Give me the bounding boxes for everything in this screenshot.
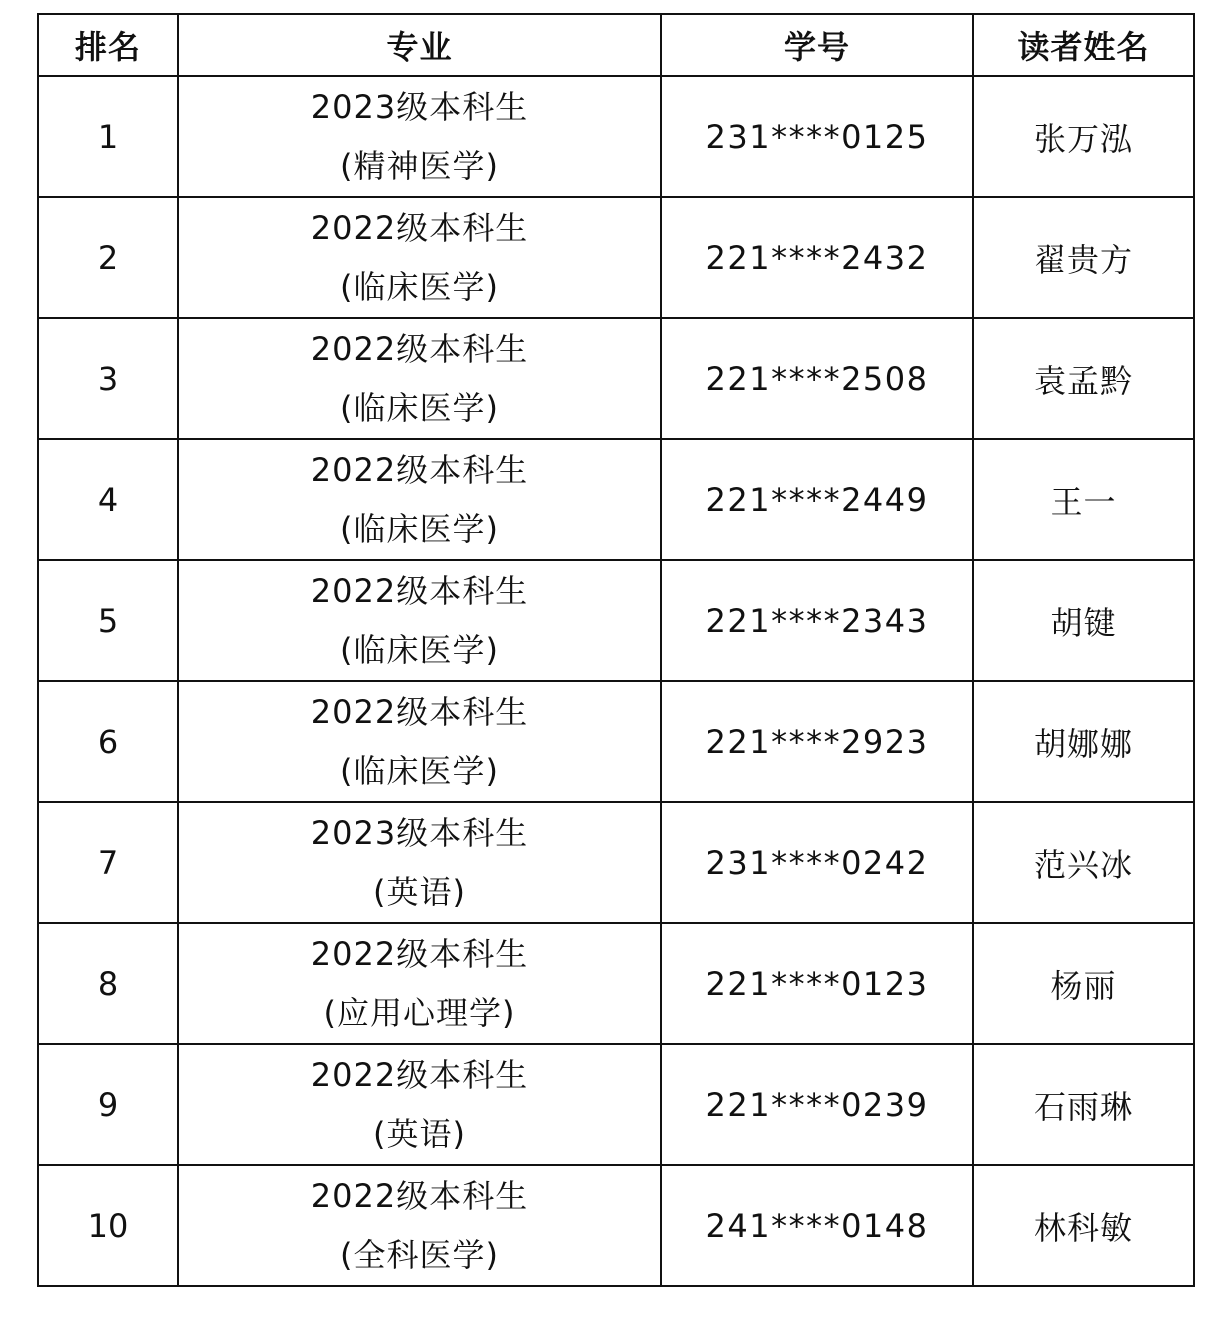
major-cell	[178, 560, 661, 681]
header-rank: 排名	[38, 14, 178, 76]
table-row	[38, 923, 1194, 1044]
major-subject: (应用心理学)	[323, 993, 516, 1032]
major-cell	[178, 197, 661, 318]
student-id-cell: 221****2923	[661, 681, 973, 802]
student-id-cell: 241****0148	[661, 1165, 973, 1286]
major-cell	[178, 681, 661, 802]
table-row	[38, 802, 1194, 923]
reader-name-cell: 胡娜娜	[973, 681, 1194, 802]
table-row	[38, 681, 1194, 802]
major-cell	[178, 1165, 661, 1286]
major-subject: (精神医学)	[340, 146, 499, 185]
table-row	[38, 1165, 1194, 1286]
reader-name-cell: 林科敏	[973, 1165, 1194, 1286]
rank-cell: 7	[38, 802, 178, 923]
major-cell	[178, 439, 661, 560]
student-id-cell: 221****0123	[661, 923, 973, 1044]
reader-name-cell: 王一	[973, 439, 1194, 560]
major-year: 2023级本科生	[310, 813, 529, 852]
rank-cell: 2	[38, 197, 178, 318]
header-reader-name: 读者姓名	[973, 14, 1194, 76]
major-cell	[178, 923, 661, 1044]
major-year: 2022级本科生	[310, 329, 529, 368]
header-student-id: 学号	[661, 14, 973, 76]
major-year: 2022级本科生	[310, 208, 529, 247]
table-row	[38, 76, 1194, 197]
student-id-cell: 221****2432	[661, 197, 973, 318]
rank-cell: 10	[38, 1165, 178, 1286]
rank-cell: 6	[38, 681, 178, 802]
major-subject: (临床医学)	[340, 388, 499, 427]
rank-cell: 8	[38, 923, 178, 1044]
student-id-cell: 231****0242	[661, 802, 973, 923]
major-year: 2022级本科生	[310, 571, 529, 610]
reader-name-cell: 石雨琳	[973, 1044, 1194, 1165]
major-year: 2022级本科生	[310, 692, 529, 731]
major-subject: (临床医学)	[340, 509, 499, 548]
major-year: 2022级本科生	[310, 934, 529, 973]
major-cell	[178, 1044, 661, 1165]
rank-cell: 9	[38, 1044, 178, 1165]
student-id-cell: 231****0125	[661, 76, 973, 197]
major-year: 2022级本科生	[310, 1055, 529, 1094]
major-cell	[178, 76, 661, 197]
table-row	[38, 1044, 1194, 1165]
table-row	[38, 439, 1194, 560]
major-cell	[178, 318, 661, 439]
reader-name-cell: 范兴冰	[973, 802, 1194, 923]
ranking-table-container	[37, 13, 1193, 1287]
major-subject: (临床医学)	[340, 751, 499, 790]
rank-cell: 4	[38, 439, 178, 560]
student-id-cell: 221****2508	[661, 318, 973, 439]
table-row	[38, 318, 1194, 439]
major-subject: (全科医学)	[340, 1235, 499, 1274]
reader-name-cell: 张万泓	[973, 76, 1194, 197]
major-subject: (英语)	[373, 872, 466, 911]
reader-name-cell: 袁孟黔	[973, 318, 1194, 439]
table-row	[38, 197, 1194, 318]
major-year: 2023级本科生	[310, 87, 529, 126]
rank-cell: 3	[38, 318, 178, 439]
major-subject: (英语)	[373, 1114, 466, 1153]
table-header-row	[38, 14, 1194, 76]
student-id-cell: 221****2449	[661, 439, 973, 560]
rank-cell: 5	[38, 560, 178, 681]
ranking-table	[37, 13, 1195, 1287]
major-year: 2022级本科生	[310, 450, 529, 489]
table-row	[38, 560, 1194, 681]
major-cell	[178, 802, 661, 923]
major-subject: (临床医学)	[340, 267, 499, 306]
major-year: 2022级本科生	[310, 1176, 529, 1215]
rank-cell: 1	[38, 76, 178, 197]
header-major: 专业	[178, 14, 661, 76]
student-id-cell: 221****2343	[661, 560, 973, 681]
student-id-cell: 221****0239	[661, 1044, 973, 1165]
reader-name-cell: 杨丽	[973, 923, 1194, 1044]
reader-name-cell: 翟贵方	[973, 197, 1194, 318]
major-subject: (临床医学)	[340, 630, 499, 669]
reader-name-cell: 胡键	[973, 560, 1194, 681]
